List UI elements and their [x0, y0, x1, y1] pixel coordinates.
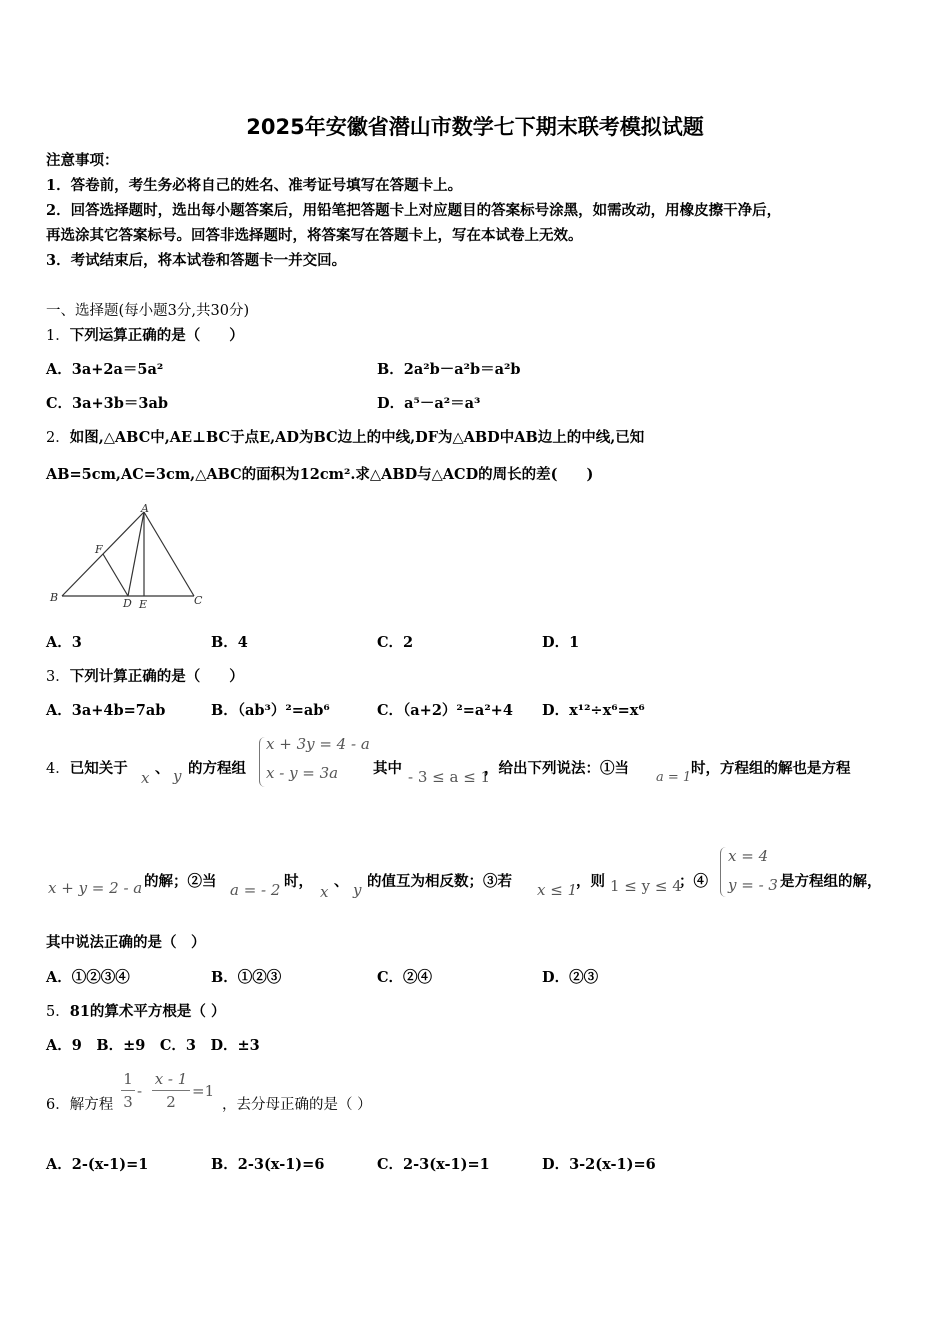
question-3 — [46, 667, 244, 687]
q6-minus: - — [137, 1082, 143, 1100]
q6-option-d: D．3-2(x-1)=6 — [542, 1156, 656, 1173]
q6-f1-bar — [121, 1090, 135, 1091]
segment-ad — [128, 512, 144, 596]
segment-df — [103, 554, 128, 596]
q4-var-x-2: x — [320, 883, 329, 901]
label-d: D — [123, 597, 132, 610]
q4-text-7: 时， — [284, 873, 313, 890]
q4-var-y-2: y — [353, 881, 362, 899]
q4-solution-y: y = - 3 — [728, 876, 778, 894]
question-1 — [46, 326, 244, 346]
q6-fraction-2 — [152, 1070, 190, 1111]
q4-var-y: y — [173, 767, 182, 785]
q4-text-1: 已知关于 — [69, 760, 128, 777]
q2-stem-2: AB=5cm,AC=3cm,△ABC的面积为12cm².求△ABD与△ACD的周长的差( ) — [46, 466, 594, 483]
q3-option-a: A．3a+4b=7ab — [46, 702, 166, 719]
q4-eq-3: x + y = 2 - a — [48, 879, 143, 897]
q6-text-2: ，去分母正确的是（ ） — [222, 1097, 372, 1113]
q3-option-c: C．（a+2）²=a²+4 — [377, 702, 513, 719]
q6-option-c: C．2-3(x-1)=1 — [377, 1156, 490, 1173]
q1-number: 1． — [46, 328, 70, 344]
q2-option-d: D．1 — [542, 634, 580, 651]
exam-title: 2025年安徽省潜山市数学七下期末联考模拟试题 — [246, 115, 704, 139]
q6-text-1: 解方程 — [69, 1097, 114, 1113]
q1-option-d: D．a⁵－a²＝a³ — [377, 395, 481, 412]
q2-option-c: C．2 — [377, 634, 414, 651]
q6-f2-bar — [152, 1090, 190, 1091]
q2-stem-1: 如图,△ABC中,AE⊥BC于点E,AD为BC边上的中线,DF为△ABD中AB边上的中线,已知 — [69, 429, 645, 446]
q4-sep-2: 、 — [334, 873, 349, 890]
q4-text-4: ，给出下列说法：①当 — [484, 760, 629, 777]
q4-a-eq-2: a = - 2 — [230, 881, 281, 899]
q4-system-brace — [259, 737, 266, 787]
q4-text-3: 其中 — [373, 760, 402, 777]
q4-text-8: 的值互为相反数；③若 — [367, 873, 512, 890]
q4-solution-brace — [720, 847, 727, 897]
q4-a-eq-1: a = 1 — [656, 770, 692, 785]
q4-text-11: 是方程组的解， — [780, 873, 882, 890]
q4-text-5: 时，方程组的解也是方程 — [691, 760, 851, 777]
question-6 — [46, 1095, 113, 1115]
q1-option-c: C．3a+3b＝3ab — [46, 395, 169, 412]
q3-stem: 下列计算正确的是（ ） — [69, 668, 244, 685]
notice-item-3: 3．考试结束后，将本试卷和答题卡一并交回。 — [46, 252, 347, 269]
q4-text-6: 的解；②当 — [144, 873, 217, 890]
q3-number: 3． — [46, 669, 70, 685]
notice-item-2: 2．回答选择题时，选出每小题答案后，用铅笔把答题卡上对应题目的答案标号涂黑，如需改动，用橡皮擦干净后， — [46, 202, 782, 219]
q4-solution-x: x = 4 — [728, 847, 769, 865]
q2-option-a: A．3 — [46, 634, 82, 651]
q4-sep: 、 — [155, 760, 170, 777]
q4-text-9: ，则 — [576, 873, 605, 890]
q4-stem-2: 其中说法正确的是（ ） — [46, 934, 206, 951]
q6-option-b: B．2-3(x-1)=6 — [211, 1156, 325, 1173]
q6-f2-numerator: x - 1 — [154, 1070, 188, 1088]
q5-stem: 81的算术平方根是（ ） — [69, 1003, 226, 1020]
q6-number: 6． — [46, 1097, 70, 1113]
q4-option-a: A．①②③④ — [46, 969, 130, 986]
q2-number: 2． — [46, 430, 70, 446]
q1-option-b: B．2a²b－a²b＝a²b — [377, 361, 521, 378]
q5-options: A．9 B．±9 C．3 D．±3 — [46, 1037, 260, 1054]
question-5 — [46, 1002, 225, 1022]
q4-var-x: x — [141, 769, 150, 787]
q6-f1-denominator: 3 — [123, 1093, 133, 1111]
label-c: C — [194, 594, 203, 607]
q1-option-a: A．3a+2a＝5a² — [46, 361, 164, 378]
q4-eq-1: x + 3y = 4 - a — [266, 735, 370, 753]
segment-ac — [144, 512, 194, 596]
notice-item-1: 1．答卷前，考生务必将自己的姓名、准考证号填写在答题卡上。 — [46, 177, 463, 194]
label-e: E — [139, 598, 148, 611]
label-a: A — [141, 502, 149, 515]
q5-number: 5． — [46, 1004, 70, 1020]
q4-text-2: 的方程组 — [188, 760, 246, 777]
q2-option-b: B．4 — [211, 634, 248, 651]
q4-y-range: 1 ≤ y ≤ 4 — [610, 877, 682, 895]
q4-x-le: x ≤ 1 — [537, 881, 578, 899]
q4-number: 4． — [46, 761, 70, 777]
q6-f1-numerator: 1 — [123, 1070, 133, 1088]
q3-option-b: B．（ab³）²=ab⁶ — [211, 702, 330, 719]
notice-heading: 注意事项： — [46, 152, 119, 169]
notice-item-2-cont: 再选涂其它答案标号。回答非选择题时，将答案写在答题卡上，写在本试卷上无效。 — [46, 227, 583, 244]
q4-eq-2: x - y = 3a — [266, 764, 339, 782]
q6-f2-denominator: 2 — [166, 1093, 176, 1111]
section-heading: 一、选择题(每小题3分,共30分) — [46, 303, 250, 319]
q4-option-c: C．②④ — [377, 969, 433, 986]
q4-option-b: B．①②③ — [211, 969, 282, 986]
triangle-figure — [46, 500, 216, 615]
q4-intro — [46, 759, 128, 779]
label-b: B — [50, 591, 59, 604]
q6-fraction-1 — [121, 1070, 135, 1111]
q1-stem: 下列运算正确的是（ ） — [69, 327, 244, 344]
q3-option-d: D．x¹²÷x⁶=x⁶ — [542, 702, 645, 719]
q6-option-a: A．2-(x-1)=1 — [46, 1156, 149, 1173]
label-f: F — [95, 543, 103, 556]
q4-range: - 3 ≤ a ≤ 1 — [408, 768, 491, 786]
q6-equals: =1 — [192, 1082, 215, 1100]
q4-text-10: ；④ — [679, 873, 708, 890]
question-2 — [46, 428, 644, 448]
q4-option-d: D．②③ — [542, 969, 599, 986]
